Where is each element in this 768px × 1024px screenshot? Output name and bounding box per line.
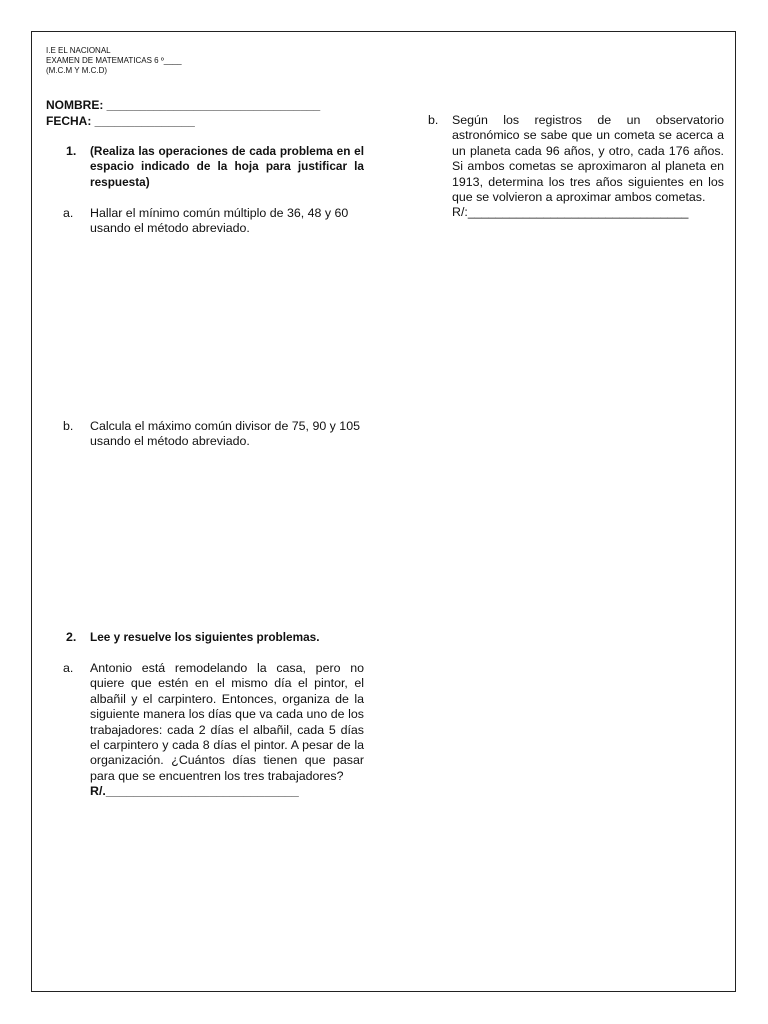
question-text: Hallar el mínimo común múltiplo de 36, 48 y 60 usando el método abreviado. [90,206,349,236]
instruction-text: (Realiza las operaciones de cada problema en el espacio indicado de la hoja para justificar la respuesta) [90,144,364,189]
date-field[interactable]: FECHA: _______________ [46,114,195,128]
question-1a [63,206,364,238]
question-body [90,661,364,800]
section-number: 2. [66,630,77,644]
question-1b [63,419,364,451]
name-field[interactable]: NOMBRE: ________________________________ [46,98,321,112]
question-text: Según los registros de un observatorio astronómico se sabe que un cometa se acerca a un planeta cada 96 años, y otro, cada 176 años. Si ambos cometas se aproximaron al planeta en 1913, determina los tres años siguientes en los que se volvieron a aproximar ambos cometas. [452,113,724,205]
question-2b [428,113,724,248]
section2-title [66,630,366,646]
answer-line[interactable]: R/:________________________________ [452,205,689,220]
answer-line[interactable]: R/.____________________________ [90,784,299,799]
exam-title: EXAMEN DE MATEMATICAS 6 º____ [46,56,182,65]
section-number: 1. [66,144,77,158]
exam-topic: (M.C.M Y M.C.D) [46,66,108,75]
question-marker: a. [63,206,74,220]
question-2a [63,661,364,831]
section1-instruction [66,144,364,194]
question-text: Calcula el máximo común divisor de 75, 90 y 105 usando el método abreviado. [90,419,360,449]
question-marker: b. [63,419,74,433]
section-title-text: Lee y resuelve los siguientes problemas. [90,630,320,644]
question-marker: b. [428,113,439,127]
question-marker: a. [63,661,74,675]
school-name: I.E EL NACIONAL [46,46,111,55]
exam-header [46,46,182,76]
question-body [452,113,724,221]
question-text: Antonio está remodelando la casa, pero no quiere que estén en el mismo día el pintor, el albañil y el carpintero. Entonces, organiza de la siguiente manera los días que va cada uno de los trabajadores: cada 2 días el albañil, cada 5 días el carpintero y cada 8 días el pintor. A pesar de la organización. ¿Cuántos días tienen que pasar para que se encuentren los tres trabajadores? [90,661,364,783]
